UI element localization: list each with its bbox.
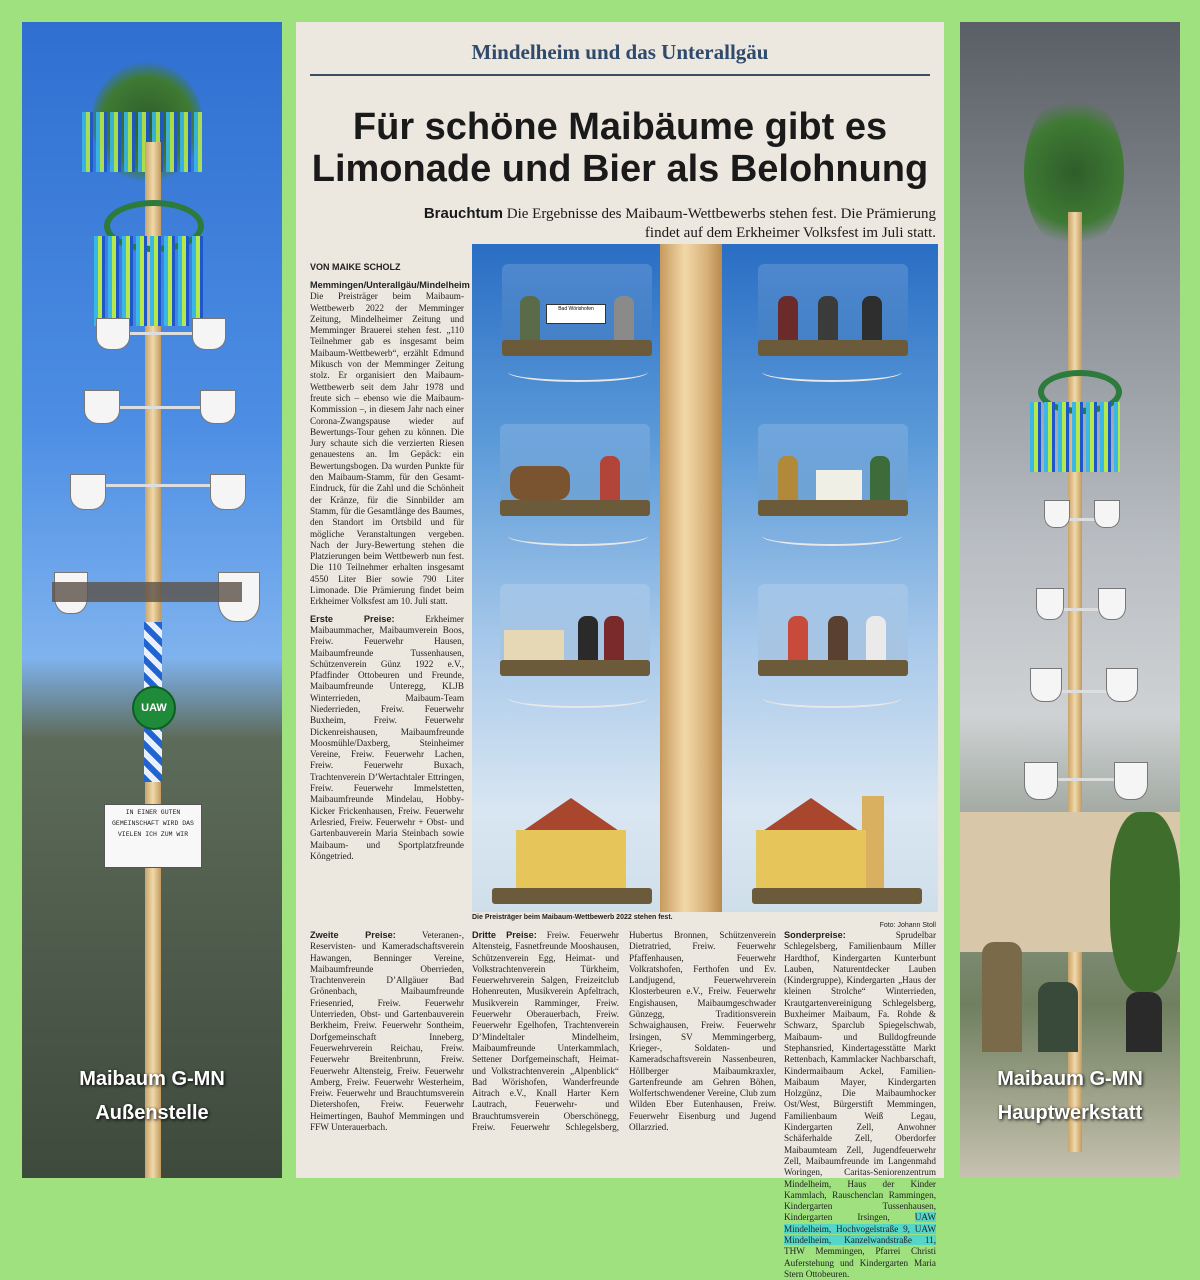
scene-sign: Bad Wörishofen [546, 304, 606, 324]
ornament-scroll [508, 362, 648, 382]
scene-base [500, 660, 650, 676]
inn-building [516, 830, 626, 892]
figure [862, 296, 882, 342]
ornament-scroll [762, 526, 902, 546]
dritte-label: Dritte Preise: [472, 930, 537, 940]
left-maibaum-photo [22, 22, 282, 1178]
lead-label: Brauchtum [423, 205, 504, 222]
workers [976, 942, 1166, 1052]
figure [614, 296, 634, 342]
guild-sign [200, 390, 236, 424]
guild-sign [1036, 588, 1064, 620]
figure [788, 616, 808, 662]
article-column-1 [310, 280, 470, 920]
scene-inn [492, 784, 652, 904]
figure [604, 616, 624, 662]
lead-text: Die Ergebnisse des Maibaum-Wettbewerbs stehen fest. Die Prämierung findet auf dem Erkheimer Volksfest im Juli statt. [506, 206, 936, 241]
ornament-scroll [762, 362, 902, 382]
sonder-text: Sprudelbar Schlegelsberg, Familienbaum Miller Hardthof, Kindergarten Kunterbunt Lauben, Naturentdecker Lauben (Kindergruppe), Kindergarten „Haus der kleinen Strolche“ Winterrieden, Krautgartenvereinigung Schlegelsberg, Buxheimer Maibaum, Fa. Rohde & Schwarz, Sparclub Spiegelschwab, Maibaum- und Bulldogfreunde Stephansried, Kindertagesstätte Markt Rettenbach, Kammlacker Nachbarschaft, Kindermaibaum Ackel, Familien-Maibaum Mayer, Kindergarten Holzgünz, Die Maibaumhocker Ost/West, Bürgerstift Memmingen, Familienbaum Weiß Legau, Kindergarten Zell, Anwohner Schäferhalde Zell, Oberdorfer Maibaumteam Zell, Jugendfeuerwehr Zell, Maibaumfreunde im Langenmahd Woringen, Caritas-Seniorenzentrum Mindelheim, Haus der Kinder Kammlach, Rauschenclan Rammingen, Kindergarten Tussenhausen, Kindergarten Irsingen, [784, 930, 936, 1223]
scene-handshake [502, 264, 652, 356]
scene-base [758, 500, 908, 516]
right-maibaum-photo [960, 22, 1180, 1178]
uaw-highlight: UAW Mindelheim, Hochvogelstraße 9, UAW Mindelheim, Kanzelwandstraße 11, [784, 1212, 936, 1246]
scene-musicians [758, 264, 908, 356]
wreath-ribbons [1030, 402, 1120, 472]
guild-sign [1030, 668, 1062, 702]
uaw-badge: UAW [132, 686, 176, 730]
worker [1126, 992, 1162, 1052]
figure [818, 296, 838, 342]
guild-sign [1024, 762, 1058, 800]
figure [778, 296, 798, 342]
figure [828, 616, 848, 662]
scene-base [500, 500, 650, 516]
scene-dancers [758, 584, 908, 676]
pergola [52, 582, 242, 602]
community-board: IN EINER GUTEN GEMEINSCHAFT WIRD DAS VIELEN ICH ZUM WIR [104, 804, 202, 868]
top-ribbons [82, 112, 202, 172]
zweite-label: Zweite Preise: [310, 930, 396, 940]
dateline: Memmingen/Unterallgäu/Mindelheim [310, 280, 470, 290]
guild-sign [96, 318, 130, 350]
scene-harvest [758, 424, 908, 516]
scene-base [492, 888, 652, 904]
scene-dairy [500, 424, 650, 516]
village [504, 630, 564, 660]
intro-text: Die Preisträger beim Maibaum-Wettbewerb 2022 der Memminger Zeitung, Mindelheimer Zeitung und Memminger Brauerei stehen fest. „110 Teilnehmer gab es insgesamt beim Maibaum-Wettbewerb“, erzählt Edmund Mikusch von der Memminger Zeitung stolz. Er organisiert den Maibaum-Wettbewerb seit dem Jahr 1978 und freute sich – ebenso wie die Maibaum-Kommission –, in diesem Jahr nach einer Corona-Zwangspause wieder auf Bewertungs-Tour gehen zu können. Die Jury schaute sich die verzierten Riesen genauestens an. Im Gepäck: ein Bewertungsbogen. Da wurden Punkte für den Maibaum-Stamm, für den Gesamt-Eindruck, für die Zahl und die Schönheit der Kränze, für die Sinnbilder am Stamm, für die Gesamtlänge des Baumes, den Standort im Ortsbild und für mögliche Veranstaltungen vergeben. Nach der Jury-Bewertung stehen die Platzierungen beim Wettbewerb nun fest. Die 110 Teilnehmer erhalten insgesamt 4550 Liter Bier sowie 790 Liter Limonade. Die Prämierung findet beim Erkheimer Volksfest am 10. Juli statt. [310, 291, 464, 607]
inn-roof [512, 798, 630, 832]
church-building [756, 830, 866, 892]
kicker-rule [310, 74, 930, 76]
headline-line2: Limonade und Bier als Belohnung [311, 148, 929, 190]
ornament-scroll [508, 526, 648, 546]
wreath-ribbons [94, 236, 204, 326]
scene-base [758, 340, 908, 356]
headline [296, 106, 944, 190]
dritte-text: Freiw. Feuerwehr Altensteig, Fasnetfreunde Mooshausen, Schützenverein Egg, Heimat- und Volkstrachtenverein Türkheim, Feuerwehrverein Salgen, Freizeitclub Hohenreuten, Musikverein Apfeltrach, Musikverein Ramminger, Freiw. Feuerwehr Oberauerbach, Freiw. Feuerwehr Egelhofen, Trachtenverein D’Mindeltaler Mindelheim, Maibaumfreunde Unterkammlach, Settener Dorfgemeinschaft, Heimat- und Volkstrachtenverein „Alpenblick“ Bad Wörishofen, Wanderfreunde Aitrach e.V., Knall Harter Kern Lautrach, Feuerwehr- und Brauchtumsverein Oberschönegg, Freiw. Feuerwehr Schlegelsberg, Hubertus Bronnen, Schützenverein Dietratried, Freiw. Feuerwehr Pfaffenhausen, Feuerwehr Volkratshofen, Ferthofen und Ev. Landjugend, Feuerwehrverein Klosterbeuren e.V., Freiw. Feuerwehr Engishausen, Maibaumgeschwader Günzegg, Traditionsverein Schwaighausen, Freiw. Feuerwehr Irsingen, SV Memmingerberg, Krieger-, Soldaten- und Kameradschaftsverein Nassenbeuren, Höllberger Maibaumkraxler, Gartenfreunde am Gehren Böhen, Wolfertschwendener Vereine, Club zum Wilden Eber Eutenhausen, Freiw. Feuerwehr Eisenburg und Jugend Ollarzried. [472, 930, 776, 1133]
scene-base [758, 660, 908, 676]
article-column-5 [784, 930, 936, 1279]
section-kicker: Mindelheim und das Unterallgäu [471, 40, 769, 64]
guild-sign [84, 390, 120, 424]
erste-label: Erste Preise: [310, 613, 395, 624]
church-roof [752, 798, 870, 832]
byline: VON MAIKE SCHOLZ [310, 262, 401, 272]
headline-line1: Für schöne Maibäume gibt es [352, 106, 888, 148]
guild-sign [1106, 668, 1138, 702]
zweite-text: Veteranen-, Reservisten- und Kameradschaftsverein Hawangen, Benninger Vereine, Maibaumfreunde Oberrieden, Trachtenverein D’Allgäuer Bad Grönenbach, Maibaumfreunde Friesenried, Freiw. Feuerwehr Unterrieden, Obst- und Gartenbauverein Berkheim, Freiw. Feuerwehr Sontheim, Dorfgemeinschaft Inneberg, Feuerwehrverein Reichau, Freiw. Feuerwehr Breitenbrunn, Freiw. Feuerwehr Altensteig, Freiw. Feuerwehr Amberg, Freiw. Feuerwehr Westerheim, Freiw. Feuerwehr und Brauchtumsverein Dietershofen, Freiw. Feuerwehr Heimertingen, Bauhof Memmingen und FFW Unterauerbach. [310, 930, 464, 1133]
farmhouse [816, 470, 862, 500]
figure [866, 616, 886, 662]
figure [600, 456, 620, 502]
sonder-text-end: THW Memmingen, Pfarrei Christi Auferstehung und Kindergarten Maria Stern Ottobeuren. [784, 1246, 936, 1279]
left-caption-line2: Außenstelle [95, 1102, 209, 1124]
scene-base [502, 340, 652, 356]
maibaum-illustration [472, 244, 938, 912]
right-caption-line1: Maibaum G-MN [997, 1068, 1143, 1090]
guild-sign [1044, 500, 1070, 528]
photo-caption: Die Preisträger beim Maibaum-Wettbewerb 2022 stehen fest. [472, 914, 673, 921]
figure [578, 616, 598, 662]
guild-sign [1114, 762, 1148, 800]
scene-couple [500, 584, 650, 676]
scene-base [752, 888, 922, 904]
scene-church [752, 784, 922, 904]
worker [982, 942, 1022, 1052]
guild-sign [210, 474, 246, 510]
ornament-scroll [762, 688, 902, 708]
illustrated-pole [660, 244, 722, 912]
figure [778, 456, 798, 502]
guild-sign [1094, 500, 1120, 528]
guild-sign [192, 318, 226, 350]
guild-sign [1098, 588, 1126, 620]
photo-credit: Foto: Johann Stoll [879, 922, 936, 929]
article-column-2 [310, 930, 464, 1174]
cow [510, 466, 570, 500]
worker [1038, 982, 1078, 1052]
figure [520, 296, 540, 342]
figure [870, 456, 890, 502]
ornament-scroll [508, 688, 648, 708]
erste-text: Erkheimer Maibaummacher, Maibaumverein Boos, Freiw. Feuerwehr Hausen, Maibaumfreunde Tussenhausen, Schützenverein Günz 1922 e.V., Pfadfinder Ottobeuren und Freunde, Maibaumfreunde Unteregg, KLJB Winterrieden, Maibaum-Team Niederrieden, Freiw. Feuerwehr Buxheim, Freiw. Feuerwehr Dickenreishausen, Maibaumfreunde Moosmühle/Daxberg, Steinheimer Vereine, Freiw. Feuerwehr Lachen, Freiw. Feuerwehr Buxach, Trachtenverein D’Wertachtaler Ettringen, Freiw. Feuerwehr Immelstetten, Maibaumfreunde Mindelau, Hobby-Kicker Frickenhausen, Freiw. Feuerwehr Arlesried, Freiw. Feuerwehr + Obst- und Gartenbauverein Maria Steinbach sowie Maibaum- und Sportplatzfreunde Köngetried. [310, 613, 464, 861]
sonder-label: Sonderpreise: [784, 930, 846, 940]
left-caption-line1: Maibaum G-MN [79, 1068, 225, 1090]
left-caption [22, 1062, 282, 1130]
lead [406, 204, 936, 243]
article-column-3 [472, 930, 776, 1174]
newspaper-clipping [296, 22, 944, 1279]
right-caption [960, 1062, 1180, 1130]
guild-sign [70, 474, 106, 510]
right-caption-line2: Hauptwerkstatt [997, 1102, 1143, 1124]
